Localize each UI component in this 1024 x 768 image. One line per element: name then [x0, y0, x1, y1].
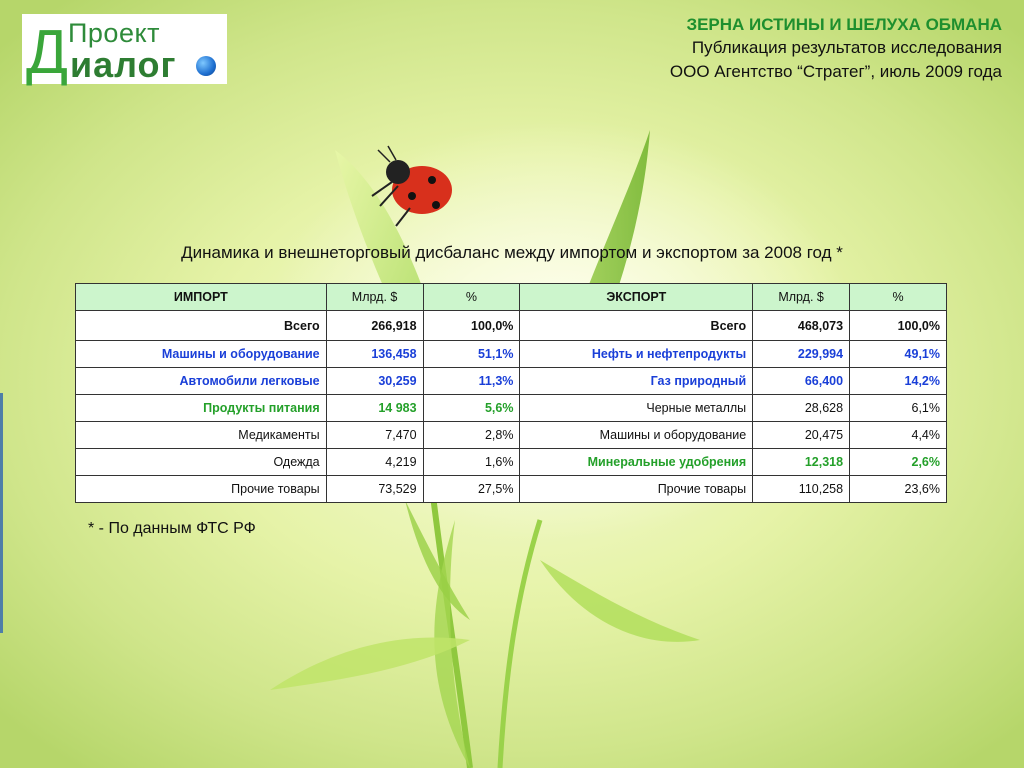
export-value: 12,318 — [753, 449, 850, 476]
header-block — [582, 14, 1002, 84]
export-pct: 23,6% — [850, 476, 947, 503]
table-row — [76, 476, 947, 503]
export-item: Нефть и нефтепродукты — [520, 341, 753, 368]
import-value: 136,458 — [326, 341, 423, 368]
globe-icon — [196, 56, 216, 76]
logo-top-text: Проект — [68, 18, 160, 48]
import-item: Машины и оборудование — [76, 341, 327, 368]
import-item: Прочие товары — [76, 476, 327, 503]
table-row — [76, 422, 947, 449]
table-row — [76, 449, 947, 476]
export-item: Всего — [520, 311, 753, 341]
header-export-pct: % — [850, 284, 947, 311]
table-row — [76, 368, 947, 395]
export-pct: 14,2% — [850, 368, 947, 395]
header-import: ИМПОРТ — [76, 284, 327, 311]
export-value: 66,400 — [753, 368, 850, 395]
export-pct: 49,1% — [850, 341, 947, 368]
export-item: Газ природный — [520, 368, 753, 395]
header-export: ЭКСПОРТ — [520, 284, 753, 311]
import-item: Продукты питания — [76, 395, 327, 422]
export-item: Минеральные удобрения — [520, 449, 753, 476]
import-pct: 27,5% — [423, 476, 520, 503]
trade-table — [75, 283, 947, 503]
header-source: ООО Агентство “Стратег”, июль 2009 года — [669, 62, 1002, 81]
import-value: 4,219 — [326, 449, 423, 476]
import-value: 266,918 — [326, 311, 423, 341]
export-value: 468,073 — [753, 311, 850, 341]
import-value: 7,470 — [326, 422, 423, 449]
import-pct: 11,3% — [423, 368, 520, 395]
table-row — [76, 341, 947, 368]
import-value: 73,529 — [326, 476, 423, 503]
export-value: 229,994 — [753, 341, 850, 368]
export-value: 28,628 — [753, 395, 850, 422]
table-header-row — [76, 284, 947, 311]
table-caption: Динамика и внешнеторговый дисбаланс между импортом и экспортом за 2008 год * — [181, 243, 843, 262]
export-pct: 100,0% — [850, 311, 947, 341]
footnote: * - По данным ФТС РФ — [88, 520, 256, 537]
import-item: Автомобили легковые — [76, 368, 327, 395]
import-pct: 100,0% — [423, 311, 520, 341]
import-pct: 1,6% — [423, 449, 520, 476]
logo — [22, 14, 227, 87]
table-row — [76, 395, 947, 422]
export-pct: 6,1% — [850, 395, 947, 422]
header-export-value: Млрд. $ — [753, 284, 850, 311]
export-pct: 4,4% — [850, 422, 947, 449]
export-value: 110,258 — [753, 476, 850, 503]
export-value: 20,475 — [753, 422, 850, 449]
export-item: Машины и оборудование — [520, 422, 753, 449]
header-title: ЗЕРНА ИСТИНЫ И ШЕЛУХА ОБМАНА — [686, 15, 1002, 34]
import-pct: 2,8% — [423, 422, 520, 449]
import-item: Всего — [76, 311, 327, 341]
export-item: Прочие товары — [520, 476, 753, 503]
logo-bottom-text: иалог — [70, 44, 177, 85]
import-pct: 5,6% — [423, 395, 520, 422]
import-pct: 51,1% — [423, 341, 520, 368]
left-edge-bar — [0, 393, 3, 633]
table-row — [76, 311, 947, 341]
header-import-value: Млрд. $ — [326, 284, 423, 311]
import-value: 14 983 — [326, 395, 423, 422]
export-pct: 2,6% — [850, 449, 947, 476]
import-value: 30,259 — [326, 368, 423, 395]
header-import-pct: % — [423, 284, 520, 311]
header-subtitle: Публикация результатов исследования — [691, 38, 1002, 57]
import-item: Одежда — [76, 449, 327, 476]
logo-big-letter: Д — [26, 18, 68, 87]
export-item: Черные металлы — [520, 395, 753, 422]
import-item: Медикаменты — [76, 422, 327, 449]
